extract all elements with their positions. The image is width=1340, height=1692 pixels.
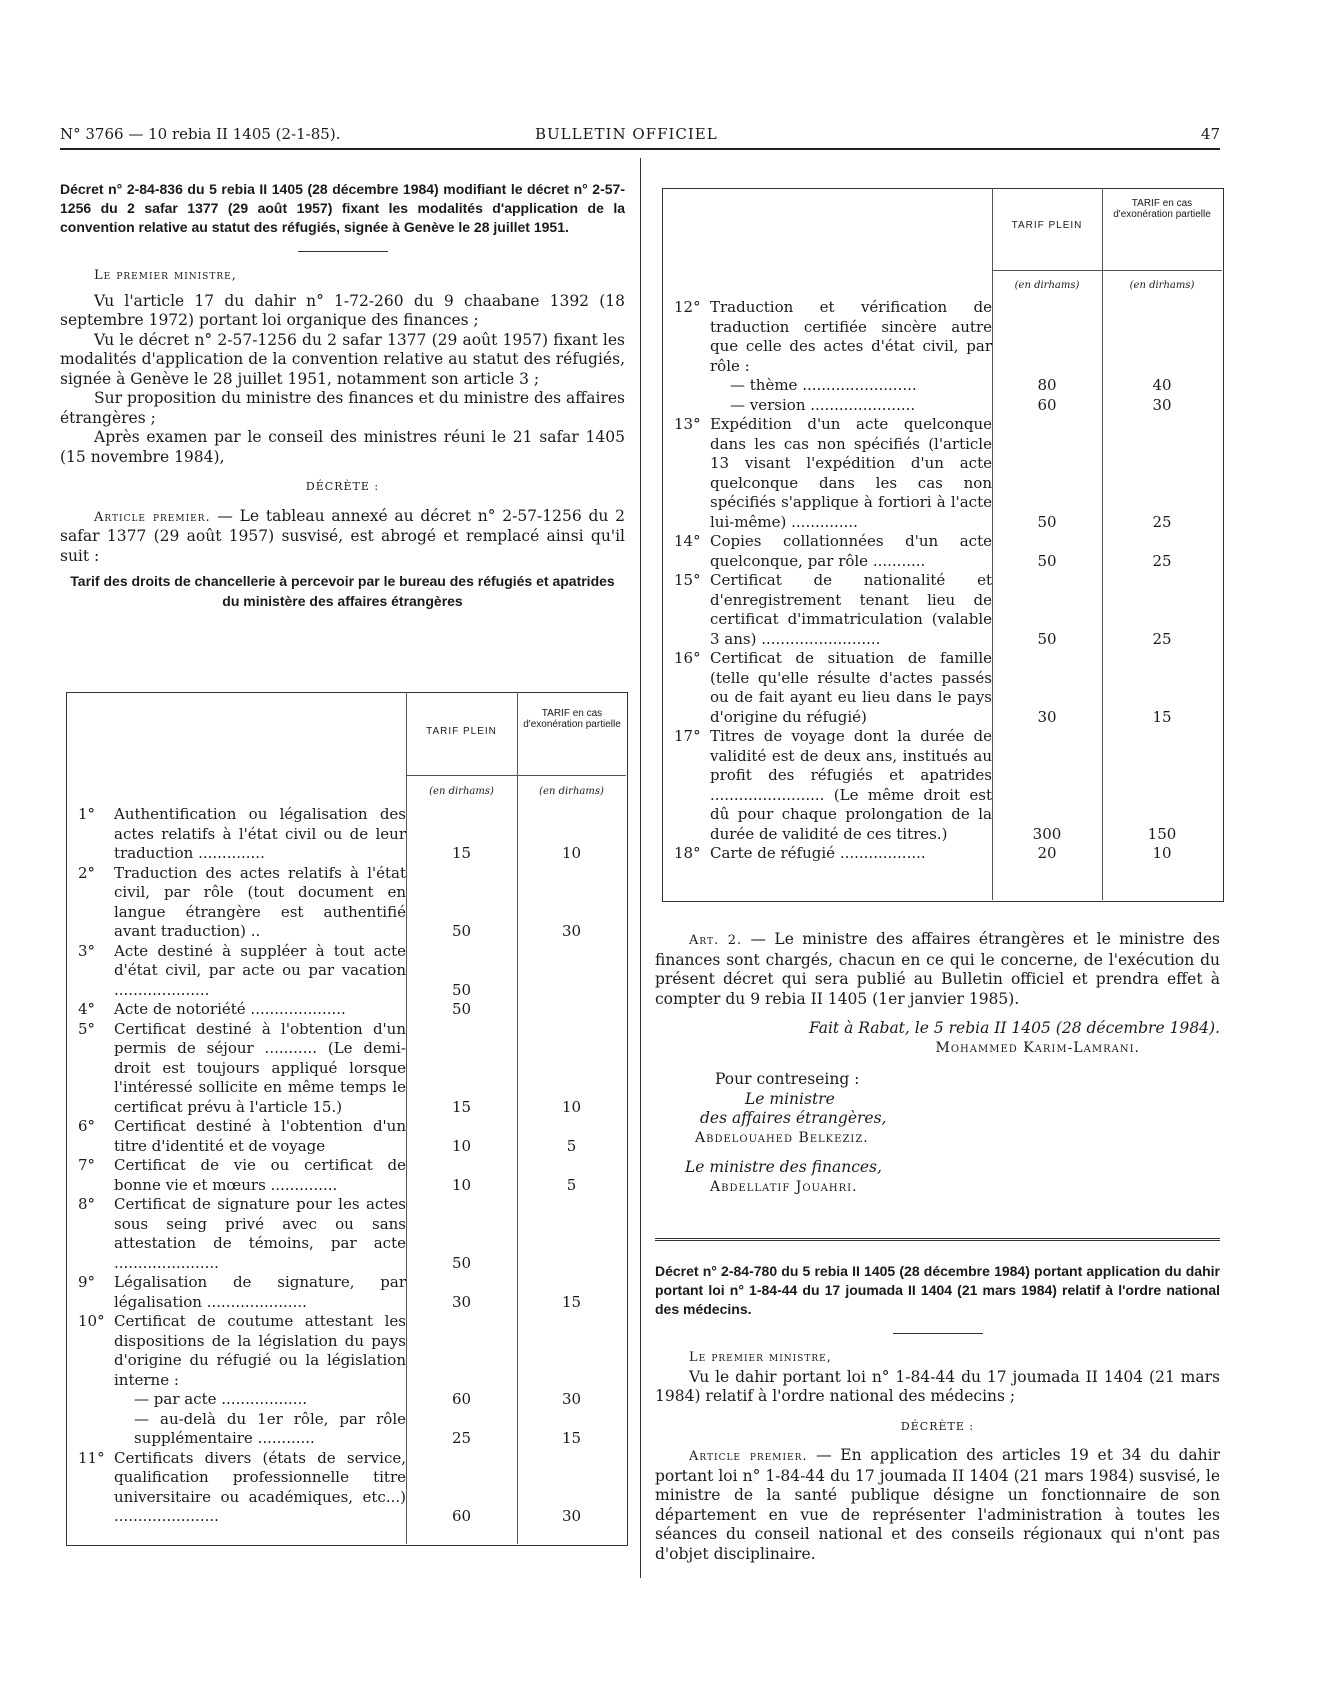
row-number: 14° (674, 532, 701, 550)
partial-rate-cell: 10 (561, 1097, 582, 1116)
page-number: 47 (1200, 125, 1220, 143)
minister-1-name: Abdelouahed Belkeziz. (695, 1129, 869, 1146)
row-number: 15° (674, 571, 701, 589)
table-row (66, 1273, 626, 1312)
row-description: Certificat de coutume attestant les dispositions de la législation du pays d'origine du réfugié ou la législation interne : (114, 1312, 406, 1389)
minister-2-name: Abdellatif Jouahri. (710, 1178, 858, 1195)
partial-rate-cell (1102, 298, 1222, 376)
row-number: 8° (78, 1195, 96, 1213)
unit-label: (en dirhams) (539, 786, 604, 797)
table-row (66, 1117, 626, 1156)
publication-title: BULLETIN OFFICIEL (535, 125, 718, 143)
full-rate-cell: 30 (1037, 707, 1057, 726)
table-row (662, 649, 1222, 727)
decree-2-title: Décret n° 2-84-780 du 5 rebia II 1405 (28 décembre 1984) portant application du dahir portant loi n° 1-84-44 du 17 joumada II 1404 (21 mars 1984) relatif à l'ordre national des médecins. (655, 1263, 1220, 1317)
article-2-text: — Le ministre des affaires étrangères et le ministre des finances sont chargés, chacun en ce qui le concerne, de l'exécution du présent décret qui sera publié au Bulletin officiel et prendra effet à compter du 9 rebia II 1405 (1er janvier 1985). (655, 930, 1220, 1008)
decree-1-para-4: Après examen par le conseil des ministres réuni le 21 safar 1405 (15 novembre 1984), (60, 428, 625, 466)
row-description: Authentification ou légalisation des actes relatifs à l'état civil ou de leur traduction .............. (114, 805, 406, 862)
partial-rate-cell: 25 (1152, 629, 1172, 648)
article-1-label: Article premier. (94, 509, 211, 525)
row-description: — thème ........................ (730, 376, 917, 394)
full-rate-cell: 50 (451, 980, 472, 999)
row-number: 16° (674, 649, 701, 667)
table-title: Tarif des droits de chancellerie à percevoir par le bureau des réfugiés et apatrides du ministère des affaires étrangères (70, 573, 615, 609)
row-description: Certificat de signature pour les actes sous seing privé avec ou sans attestation de témoins, par acte ...................... (114, 1195, 406, 1272)
row-number: 3° (78, 941, 96, 960)
full-rate-cell: 50 (1037, 512, 1057, 531)
partial-rate-cell: 15 (1152, 707, 1172, 726)
article-1-text: — Le tableau annexé au décret n° 2-57-1256 du 2 safar 1377 (29 août 1957) susvisé, est abrogé et remplacé ainsi qu'il suit : (60, 506, 626, 565)
row-number: 5° (78, 1019, 96, 1038)
decree-2-decrete: DÉCRÈTE : (900, 1419, 975, 1433)
partial-rate-cell: 25 (1152, 551, 1172, 570)
row-description: Légalisation de signature, par légalisation ..................... (114, 1273, 406, 1311)
partial-rate-cell (517, 1312, 626, 1390)
partial-rate-cell: 30 (561, 1507, 582, 1525)
row-description: Acte destiné à suppléer à tout acte d'état civil, par acte ou par vacation .................... (114, 941, 406, 999)
decree-1-decrete: DÉCRÈTE : (305, 480, 380, 493)
partial-rate-cell: 5 (566, 1175, 577, 1194)
decree-1-para-3: Sur proposition du ministre des finances et du ministre des affaires étrangères ; (60, 389, 625, 427)
row-number: 7° (78, 1156, 96, 1174)
row-description: Expédition d'un acte quelconque dans les cas non spécifiés (l'article 13 visant l'expédition d'un acte quelconque dans les cas non spécifiés s'applique à fortiori à l'acte lui-même) .............. (710, 415, 992, 531)
full-rate-cell: 300 (1032, 824, 1062, 843)
row-description: Acte de notoriété .................... (114, 1000, 346, 1018)
full-rate-cell: 80 (1037, 376, 1057, 394)
row-number: 1° (78, 805, 96, 823)
col-header-full: TARIF PLEIN (1011, 220, 1083, 231)
row-description: Certificat de vie ou certificat de bonne vie et mœurs .............. (114, 1156, 406, 1194)
partial-rate-cell: 40 (1152, 376, 1172, 394)
table-row (662, 396, 1222, 416)
unit-label: (en dirhams) (429, 786, 494, 797)
table-row (66, 1410, 626, 1449)
table-row (66, 942, 626, 1001)
row-description: Carte de réfugié .................. (710, 844, 926, 862)
table-row (662, 298, 1222, 376)
partial-rate-cell (517, 1000, 626, 1020)
table-row (662, 727, 1222, 844)
partial-rate-cell: 15 (561, 1292, 582, 1311)
full-rate-cell: 15 (451, 844, 472, 862)
row-number: 2° (78, 863, 96, 882)
partial-rate-cell (517, 1195, 626, 1273)
decree-2-author: Le premier ministre, (689, 1350, 832, 1365)
row-number: 6° (78, 1117, 96, 1135)
contreseing-label: Pour contreseing : (715, 1070, 860, 1088)
table-row (66, 1449, 626, 1527)
partial-rate-cell: 30 (561, 922, 582, 940)
full-rate-cell: 10 (451, 1175, 472, 1194)
full-rate-cell: 60 (451, 1507, 472, 1525)
row-description: Traduction et vérification de traduction certifiée sincère autre que celle des actes d'état civil, par rôle : (710, 298, 992, 375)
minister-1-title: Le ministre (745, 1089, 835, 1108)
minister-1-dept: des affaires étrangères, (700, 1109, 887, 1127)
minister-2-title: Le ministre des finances, (685, 1158, 882, 1176)
full-rate-cell: 10 (451, 1136, 472, 1155)
full-rate-cell (992, 298, 1102, 376)
col-header-partial: TARIF en cas d'exonération partielle (523, 708, 621, 730)
table-row (66, 1195, 626, 1273)
partial-rate-cell: 10 (1152, 844, 1172, 862)
col-header-full: TARIF PLEIN (426, 726, 497, 737)
row-description: Certificat de nationalité et d'enregistrement tenant lieu de certificat d'immatriculation (valable 3 ans) ......................... (710, 571, 992, 648)
section-rule (655, 1238, 1220, 1241)
table-row (66, 1020, 626, 1118)
table-row (66, 1312, 626, 1390)
row-description: — version ...................... (730, 395, 916, 414)
full-rate-cell: 50 (1037, 551, 1057, 570)
unit-label: (en dirhams) (1014, 280, 1080, 291)
row-description: Titres de voyage dont la durée de validité est de deux ans, institués au profit des réfugiés et apatrides ........................ (Le même droit est dû pour chaque prolongation de la durée de validité de ces titres.) (710, 727, 992, 843)
tariff-rows-left (66, 805, 626, 1527)
row-number: 13° (674, 415, 701, 433)
row-number: 10° (78, 1312, 105, 1330)
table-row (662, 844, 1222, 864)
table-row (662, 376, 1222, 396)
row-number: 18° (674, 844, 701, 862)
full-rate-cell: 50 (451, 1000, 472, 1018)
partial-rate-cell (517, 942, 626, 1001)
table-row (662, 571, 1222, 649)
row-description: Certificat destiné à l'obtention d'un permis de séjour ........... (Le demi-droit est toujours appliqué lorsque l'intéressé sollicite en même temps le certificat prévu à l'article 15.) (114, 1019, 406, 1116)
table-row (66, 864, 626, 942)
row-description: — par acte .................. (134, 1390, 308, 1408)
partial-rate-cell: 10 (561, 844, 582, 862)
table-row (66, 1390, 626, 1410)
issue-number: N° 3766 — 10 rebia II 1405 (2-1-85). (60, 125, 341, 143)
article-2-block (655, 930, 1220, 1197)
decree-2-article-1-label: Article premier. (689, 1449, 808, 1464)
row-number: 4° (78, 1000, 96, 1018)
row-number: 12° (674, 298, 701, 316)
tariff-rows-right (662, 298, 1222, 864)
row-number: 9° (78, 1273, 96, 1291)
table-header-rule (406, 775, 626, 776)
table-row (66, 1000, 626, 1020)
decree-1-para-2: Vu le décret n° 2-57-1256 du 2 safar 1377 (29 août 1957) fixant les modalités d'application de la convention relative au statut des réfugiés, signée à Genève le 28 juillet 1951, notamment son article 3 ; (60, 330, 625, 388)
table-header-rule (992, 270, 1222, 271)
full-rate-cell: 50 (1037, 629, 1057, 648)
partial-rate-cell: 25 (1152, 512, 1172, 531)
row-description: Copies collationnées d'un acte quelconque, par rôle ........... (710, 532, 992, 570)
page-header (60, 125, 1220, 149)
header-rule (60, 148, 1220, 150)
partial-rate-cell: 30 (1152, 395, 1172, 414)
row-description: Certificat destiné à l'obtention d'un titre d'identité et de voyage (114, 1117, 406, 1155)
column-divider (640, 158, 641, 1578)
row-description: — au-delà du 1er rôle, par rôle supplémentaire ............ (134, 1409, 406, 1447)
full-rate-cell: 50 (451, 922, 472, 940)
full-rate-cell: 25 (451, 1429, 472, 1447)
decree-1-title: Décret n° 2-84-836 du 5 rebia II 1405 (28 décembre 1984) modifiant le décret n° 2-57-1256 du 2 safar 1377 (29 août 1957) fixant les modalités d'application de la convention relative au statut des réfugiés, signée à Genève le 28 juillet 1951. (60, 181, 625, 235)
article-2-label: Art. 2. (689, 933, 743, 948)
table-row (66, 1156, 626, 1195)
title-rule (893, 1333, 983, 1334)
full-rate-cell: 20 (1037, 844, 1057, 862)
partial-rate-cell: 5 (566, 1136, 577, 1155)
signer-name: Mohammed Karim-Lamrani. (935, 1039, 1140, 1056)
full-rate-cell: 60 (451, 1390, 472, 1408)
signature-place-date: Fait à Rabat, le 5 rebia II 1405 (28 décembre 1984). (809, 1019, 1220, 1037)
decree-1-text (60, 180, 625, 611)
partial-rate-cell: 150 (1147, 824, 1177, 843)
full-rate-cell: 15 (451, 1097, 472, 1116)
row-number: 11° (78, 1448, 105, 1467)
full-rate-cell: 60 (1037, 395, 1057, 414)
row-description: Traduction des actes relatifs à l'état civil, par rôle (tout document en langue étrangère est authentifié avant traduction) .. (114, 863, 406, 940)
decree-2-text (655, 1262, 1220, 1564)
full-rate-cell: 30 (451, 1292, 472, 1311)
row-description: Certificat de situation de famille (telle qu'elle résulte d'actes passés ou de fait ayant eu lieu dans le pays d'origine du réfugié) (710, 649, 992, 726)
col-header-partial: TARIF en cas d'exonération partielle (1113, 198, 1211, 220)
table-row (66, 805, 626, 864)
table-row (662, 532, 1222, 571)
decree-1-para-1: Vu l'article 17 du dahir n° 1-72-260 du 9 chaabane 1392 (18 septembre 1972) portant loi organique des finances ; (60, 291, 625, 329)
decree-1-author: Le premier ministre, (94, 268, 237, 283)
partial-rate-cell: 30 (561, 1390, 582, 1408)
title-rule (298, 251, 388, 252)
row-description: Certificats divers (états de service, qualification professionnelle titre universitaire ou académiques, etc...) ...................... (114, 1448, 406, 1525)
table-row (662, 415, 1222, 532)
partial-rate-cell: 15 (561, 1429, 582, 1447)
row-number: 17° (674, 727, 701, 745)
decree-2-para-1: Vu le dahir portant loi n° 1-84-44 du 17 joumada II 1404 (21 mars 1984) relatif à l'ordre national des médecins ; (655, 1367, 1220, 1405)
full-rate-cell: 50 (451, 1253, 472, 1272)
unit-label: (en dirhams) (1129, 280, 1195, 291)
full-rate-cell (406, 1312, 517, 1390)
decree-2-article-1-text: — En application des articles 19 et 34 du dahir portant loi n° 1-84-44 du 17 joumada II 1404 (21 mars 1984) susvisé, le ministre de la santé publique désigne un fonctionnaire de son département en vue de représenter l'administration à toutes les séances du conseil national et des conseils régionaux qui n'ont pas d'objet disciplinaire. (655, 1446, 1221, 1563)
